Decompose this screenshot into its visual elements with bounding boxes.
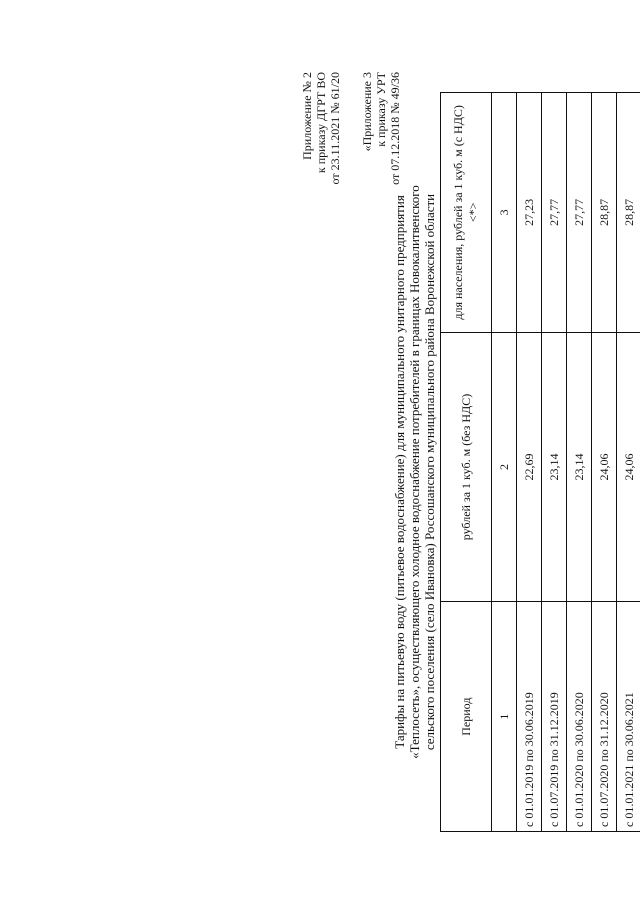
cell-price-no-vat: 22,69 [517, 332, 542, 602]
document-title [392, 112, 437, 832]
appendix-line: к приказу УРТ [374, 72, 388, 147]
cell-price-with-vat: 27,77 [542, 93, 567, 333]
column-number: 2 [492, 332, 517, 602]
table-row [617, 93, 640, 832]
tariff-table [440, 92, 640, 832]
cell-period: с 01.01.2019 по 30.06.2019 [517, 602, 542, 832]
cell-period: с 01.01.2020 по 30.06.2020 [567, 602, 592, 832]
cell-price-no-vat: 24,06 [592, 332, 617, 602]
appendix-2-reference [300, 72, 342, 184]
column-number: 1 [492, 602, 517, 832]
cell-period: с 01.01.2021 по 30.06.2021 [617, 602, 640, 832]
appendix-line: «Приложение 3 [360, 72, 374, 152]
cell-price-with-vat: 27,77 [567, 93, 592, 333]
cell-price-with-vat: 28,87 [592, 93, 617, 333]
table-row [542, 93, 567, 832]
table-header-row [441, 93, 492, 832]
header-price-with-vat: для населения, рублей за 1 куб. м (с НДС)<*> [441, 93, 492, 333]
appendix-line: к приказу ДГРТ ВО [314, 72, 328, 174]
cell-price-no-vat: 23,14 [542, 332, 567, 602]
title-line: «Теплосеть», осуществляющего холодное водоснабжение потребителей в границах Новокалитвенского [407, 185, 422, 759]
title-line: Тарифы на питьевую воду (питьевое водоснабжение) для муниципального унитарного предприятия [392, 195, 407, 749]
appendix-line: от 07.12.2018 № 49/36 [388, 72, 402, 185]
title-line: сельского поселения (село Ивановка) Россошанского муниципального района Воронежской области [422, 193, 437, 751]
cell-price-no-vat: 24,06 [617, 332, 640, 602]
table-row [567, 93, 592, 832]
table-row [517, 93, 542, 832]
cell-period: с 01.07.2019 по 31.12.2019 [542, 602, 567, 832]
table-row [592, 93, 617, 832]
table-column-numbers-row [492, 93, 517, 832]
rotated-document-page [300, 42, 640, 862]
cell-price-no-vat: 23,14 [567, 332, 592, 602]
header-price-no-vat: рублей за 1 куб. м (без НДС) [441, 332, 492, 602]
column-number: 3 [492, 93, 517, 333]
appendix-line: от 23.11.2021 № 61/20 [328, 72, 342, 185]
cell-price-with-vat: 28,87 [617, 93, 640, 333]
appendix-line: Приложение № 2 [300, 72, 314, 160]
header-period: Период [441, 602, 492, 832]
cell-price-with-vat: 27,23 [517, 93, 542, 333]
cell-period: с 01.07.2020 по 31.12.2020 [592, 602, 617, 832]
